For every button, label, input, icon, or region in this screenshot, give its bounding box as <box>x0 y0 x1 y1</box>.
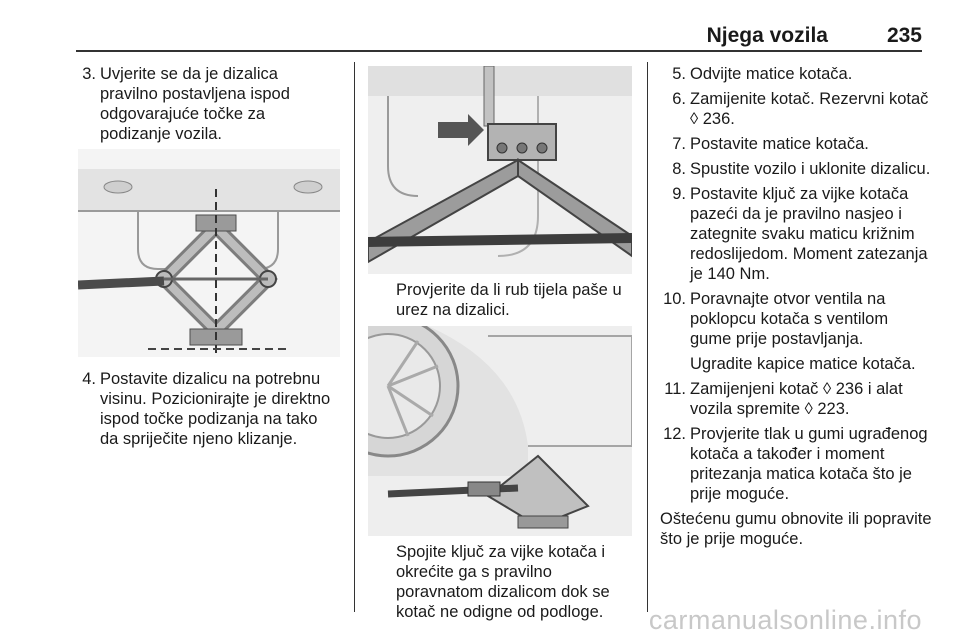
column-divider-2 <box>647 62 648 612</box>
jack-wrench-illustration <box>368 326 632 536</box>
step-7 <box>660 134 932 154</box>
jack-notch-illustration <box>368 66 632 274</box>
step-text: Zamijenjeni kotač ◊ 236 i alat vozila spremite ◊ 223. <box>690 380 903 418</box>
step-text: Odvijte matice kotača. <box>690 65 853 83</box>
column-divider-1 <box>354 62 355 612</box>
step-8 <box>660 159 932 179</box>
step-number: 5. <box>672 65 686 83</box>
step-number: 10. <box>663 290 686 308</box>
jack-placement-illustration <box>78 149 340 357</box>
page-header <box>0 0 960 52</box>
step-3 <box>78 64 340 144</box>
step-12 <box>660 424 932 504</box>
page-number: 235 <box>886 24 922 47</box>
step-text: Poravnajte otvor ventila na poklopcu kotača s ventilom gume prije postavljanja. <box>690 290 889 348</box>
step-text: Uvjerite se da je dizalica pravilno postavljena ispod odgovarajuće točke za podizanje vozila. <box>100 65 290 143</box>
step-text: Zamijenite kotač. Rezervni kotač ◊ 236. <box>690 90 929 128</box>
middle-column <box>368 66 633 622</box>
caption-notch: Provjerite da li rub tijela paše u urez na dizalici. <box>396 281 622 319</box>
left-column <box>78 64 340 454</box>
step-10 <box>660 289 932 349</box>
step-number: 12. <box>663 425 686 443</box>
step-number: 6. <box>672 90 686 108</box>
step-text: Provjerite tlak u gumi ugrađenog kotača a također i moment pritezanja matica kotača što je prije moguće. <box>690 425 928 503</box>
step-10-note: Ugradite kapice matice kotača. <box>690 355 916 373</box>
right-steps <box>660 64 932 549</box>
step-number: 3. <box>82 65 96 83</box>
step-number: 9. <box>672 185 686 203</box>
closing-note: Oštećenu gumu obnovite ili popravite što je prije moguće. <box>660 510 932 548</box>
caption-wrench: Spojite ključ za vijke kotača i okrećite ga s pravilno poravnatom dizalicom dok se kotač ne odigne od podloge. <box>396 543 610 621</box>
section-title: Njega vozila <box>706 24 828 47</box>
step-number: 11. <box>664 380 686 398</box>
step-number: 7. <box>672 135 686 153</box>
step-text: Postavite ključ za vijke kotača pazeći da je pravilno nasjeo i zategnite svaku maticu križnim redoslijedom. Moment zatezanja je 140 Nm. <box>690 185 928 283</box>
step-number: 8. <box>672 160 686 178</box>
step-5 <box>660 64 932 84</box>
step-number: 4. <box>82 370 96 388</box>
step-11 <box>660 379 932 419</box>
step-6 <box>660 89 932 129</box>
step-text: Postavite matice kotača. <box>690 135 869 153</box>
watermark: carmanualsonline.info <box>648 605 922 635</box>
header-rule <box>76 50 922 52</box>
step-9 <box>660 184 932 284</box>
step-text: Postavite dizalicu na potrebnu visinu. Pozicionirajte je direktno ispod točke podizanja na tako da spriječite njeno klizanje. <box>100 370 331 448</box>
right-column <box>660 64 932 554</box>
step-4 <box>78 369 340 449</box>
step-text: Spustite vozilo i uklonite dizalicu. <box>690 160 931 178</box>
